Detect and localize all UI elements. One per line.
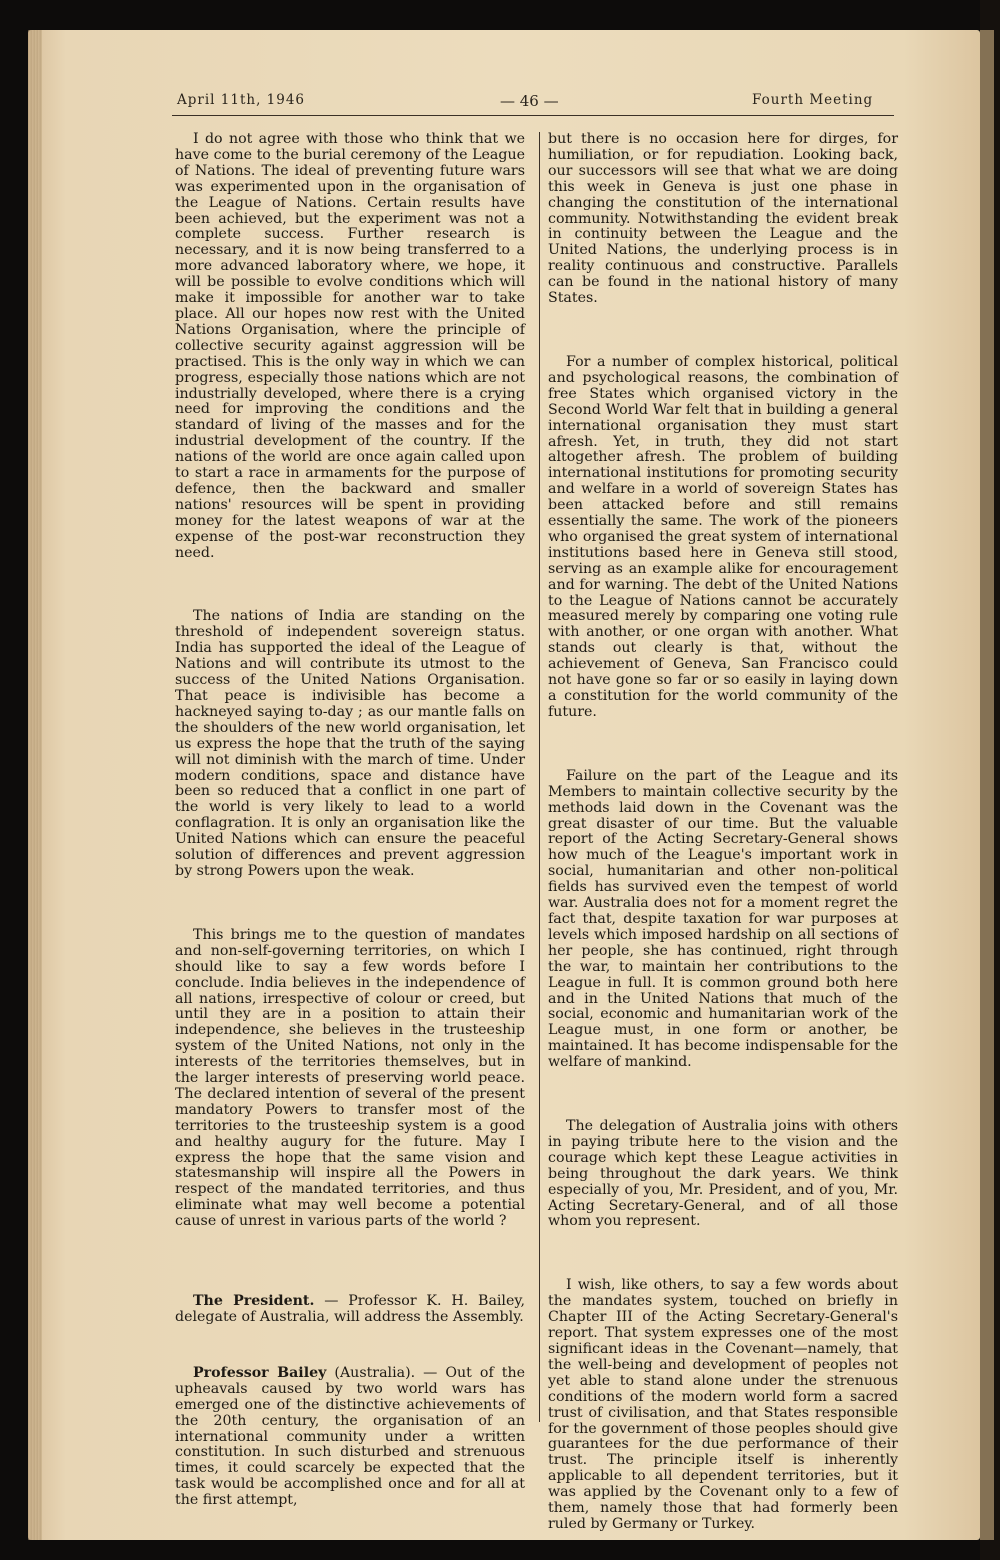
paragraph: For a number of complex historical, political and psychological reasons, the combination of free States which organised victory in the Second World War felt that in building a general international organisation they must start afresh. Yet, in truth, they did not start altogether afresh. The problem of building international institutions for promoting security and welfare in a world of sovereign States has been attacked before and still remains essentially the same. The work of the pioneers who organised the great system of international institutions based here in Geneva still stood, serving as an example alike for encouragement and for warning. The debt of the United Nations to the League of Nations cannot be accurately measured merely by comparing one voting rule with another, or one organ with another. What stands out clearly is that, without the achievement of Geneva, San Francisco could not have gone so far or so easily in laying down a constitution for the world community of the future. bbox=[548, 353, 898, 720]
column-divider bbox=[539, 132, 540, 1422]
page-stack-edge bbox=[28, 30, 42, 1540]
speech-text: (Australia). — Out of the upheavals caused by two world wars has emerged one of the distinctive achievements of the 20th century, the organisation of an international community under a written constitution. In such disturbed and strenuous times, it could scarcely be expected that the task would be accomplished once and for all at the first attempt, bbox=[175, 1364, 525, 1509]
header-rule bbox=[172, 115, 894, 116]
speaker-name: Professor Bailey bbox=[193, 1364, 327, 1381]
paragraph: but there is no occasion here for dirges, for humiliation, or for repudiation. Looking back, our successors will see that what we are doing this week in Geneva is just one phase in changing the constitution of the international community. Notwithstanding the evident break in continuity between the League and the United Nations, the underlying process is in reality continuous and constructive. Parallels can be found in the national history of many States. bbox=[548, 131, 898, 307]
speaker-name: The President. bbox=[193, 1293, 315, 1310]
left-column bbox=[175, 132, 525, 1509]
paragraph: I do not agree with those who think that we have come to the burial ceremony of the League of Nations. The ideal of preventing future wars was experimented upon in the organisation of the League of Nations. Certain results have been achieved, but the experiment was not a complete success. Further research is necessary, and it is now being transferred to a more advanced laboratory where, we hope, it will be possible to evolve conditions which will make it impossible for another war to take place. All our hopes now rest with the United Nations Organisation, where the principle of collective security against aggression will be practised. This is the only way in which we can progress, especially those nations which are not industrially developed, where there is a crying need for improving the conditions and the standard of living of the masses and for the industrial development of the country. If the nations of the world are once again called upon to start a race in armaments for the purpose of defence, then the backward and smaller nations' resources will be spent in providing money for the latest weapons of war at the expense of the post-war reconstruction they need. bbox=[175, 131, 525, 561]
binder-background bbox=[980, 0, 1000, 1560]
paragraph-president bbox=[175, 1294, 525, 1326]
paragraph: Failure on the part of the League and its Members to maintain collective security by the methods laid down in the Covenant was the great disaster of our time. But the valuable report of the Acting Secretary-General shows how much of the League's important work in social, humanitarian and other non-political fields has survived even the tempest of world war. Australia does not for a moment regret the fact that, despite taxation for war purposes at levels which imposed hardship on all sections of her people, she has continued, right through the war, to maintain her contributions to the League in full. It is common ground both here and in the United Nations that much of the social, economic and humanitarian work of the League must, in one form or another, be maintained. It has become indispensable for the welfare of mankind. bbox=[548, 767, 898, 1071]
paragraph-bailey bbox=[175, 1366, 525, 1509]
paragraph: The delegation of Australia joins with others in paying tribute here to the vision and the courage which kept these League activities in being throughout the dark years. We think especially of you, Mr. President, and of you, Mr. Acting Secretary-General, and of all those whom you represent. bbox=[548, 1118, 898, 1230]
header-meeting: Fourth Meeting bbox=[752, 92, 874, 108]
header-date: April 11th, 1946 bbox=[177, 92, 306, 108]
speech-text: — Professor K. H. Bailey, delegate of Australia, will address the Assembly. bbox=[175, 1293, 526, 1325]
header-page-number: — 46 — bbox=[500, 92, 559, 110]
right-column bbox=[548, 132, 898, 1533]
paragraph: This brings me to the question of mandates and non-self-governing territories, on which I should like to say a few words before I conclude. India believes in the independence of all nations, irrespective of colour or creed, but until they are in a position to attain their independence, she believes in the trusteeship system of the United Nations, not only in the interests of the territories themselves, but in the larger interests of preserving world peace. The declared intention of several of the present mandatory Powers to transfer most of the territories to the trusteeship system is a good and healthy augury for the future. May I express the hope that the same vision and statesmanship will inspire all the Powers in respect of the mandated territories, and thus eliminate what may well become a potential cause of unrest in various parts of the world ? bbox=[175, 926, 525, 1230]
paragraph: I wish, like others, to say a few words about the mandates system, touched on briefly in Chapter III of the Acting Secretary-General's report. That system expresses one of the most significant ideas in the Covenant—namely, that the well-being and development of peoples not yet able to stand alone under the strenuous conditions of the modern world form a sacred trust of civilisation, and that States responsible for the government of those peoples should give guarantees for the due performance of their trust. The principle itself is inherently applicable to all dependent territories, but it was applied by the Covenant only to a few of them, namely those that had formerly been ruled by Germany or Turkey. bbox=[548, 1277, 898, 1532]
paragraph: The nations of India are standing on the threshold of independent sovereign status. India has supported the ideal of the League of Nations and will contribute its utmost to the success of the United Nations Organisation. That peace is indivisible has become a hackneyed saying to-day ; as our mantle falls on the shoulders of the new world organisation, let us express the hope that the truth of the saying will not diminish with the march of time. Under modern conditions, space and distance have been so reduced that a conflict in one part of the world is very likely to lead to a world conflagration. It is only an organisation like the United Nations which can ensure the peaceful solution of differences and prevent aggression by strong Powers upon the weak. bbox=[175, 608, 525, 879]
